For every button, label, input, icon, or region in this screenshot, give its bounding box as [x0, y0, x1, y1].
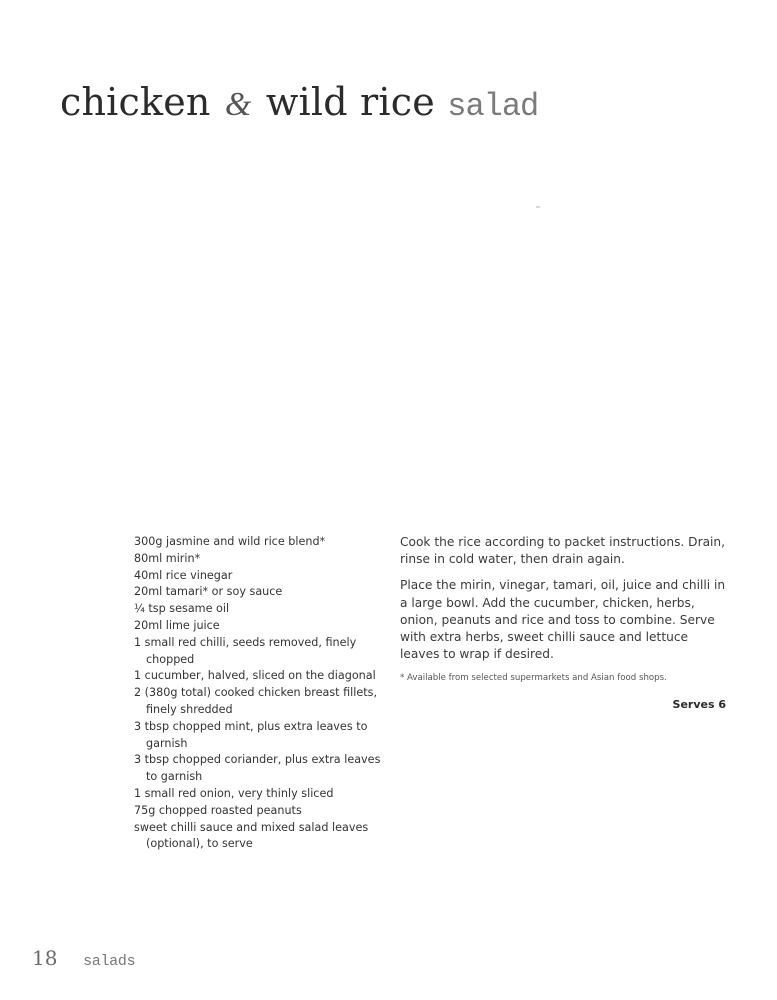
ingredient-item: 1 small red chilli, seeds removed, finely chopped [134, 635, 357, 666]
title-part-chicken: chicken [60, 80, 211, 124]
ingredients-list [134, 534, 384, 853]
ingredient-item: 75g chopped roasted peanuts [134, 803, 302, 817]
serves-label: Serves 6 [672, 698, 726, 712]
method-step: Cook the rice according to packet instructions. Drain, rinse in cold water, then drain again. [400, 535, 726, 567]
title-ampersand: & [224, 86, 252, 123]
method-section [400, 534, 730, 723]
ingredient-item: 3 tbsp chopped mint, plus extra leaves to garnish [134, 719, 368, 750]
method-step: Place the mirin, vinegar, tamari, oil, juice and chilli in a large bowl. Add the cucumber, chicken, herbs, onion, peanuts and rice and toss to combine. Serve with extra herbs, sweet chilli sauce and lettuce leaves to wrap if desired. [400, 578, 726, 662]
ingredient-item: 40ml rice vinegar [134, 568, 233, 582]
paper-speck [536, 206, 540, 208]
ingredient-item: 1 small red onion, very thinly sliced [134, 786, 334, 800]
ingredient-item: 300g jasmine and wild rice blend* [134, 535, 326, 548]
ingredient-item: 80ml mirin* [134, 551, 201, 565]
page-footer [32, 946, 135, 970]
ingredient-item: 3 tbsp chopped coriander, plus extra leaves to garnish [134, 753, 381, 784]
ingredient-item: 20ml tamari* or soy sauce [134, 585, 283, 599]
ingredient-item: 1 cucumber, halved, sliced on the diagonal [134, 669, 376, 683]
title-part-salad: salad [447, 88, 539, 125]
ingredient-item: ¼ tsp sesame oil [134, 602, 230, 616]
ingredient-item: sweet chilli sauce and mixed salad leaves (optional), to serve [134, 820, 369, 851]
footnote: * Available from selected supermarkets and Asian food shops. [400, 673, 667, 684]
recipe-title [60, 78, 538, 131]
ingredient-item: 20ml lime juice [134, 618, 220, 632]
section-name: salads [83, 953, 136, 970]
ingredient-item: 2 (380g total) cooked chicken breast fillets, finely shredded [134, 686, 378, 716]
title-part-wild-rice: wild rice [265, 80, 435, 124]
page-number: 18 [32, 946, 58, 970]
